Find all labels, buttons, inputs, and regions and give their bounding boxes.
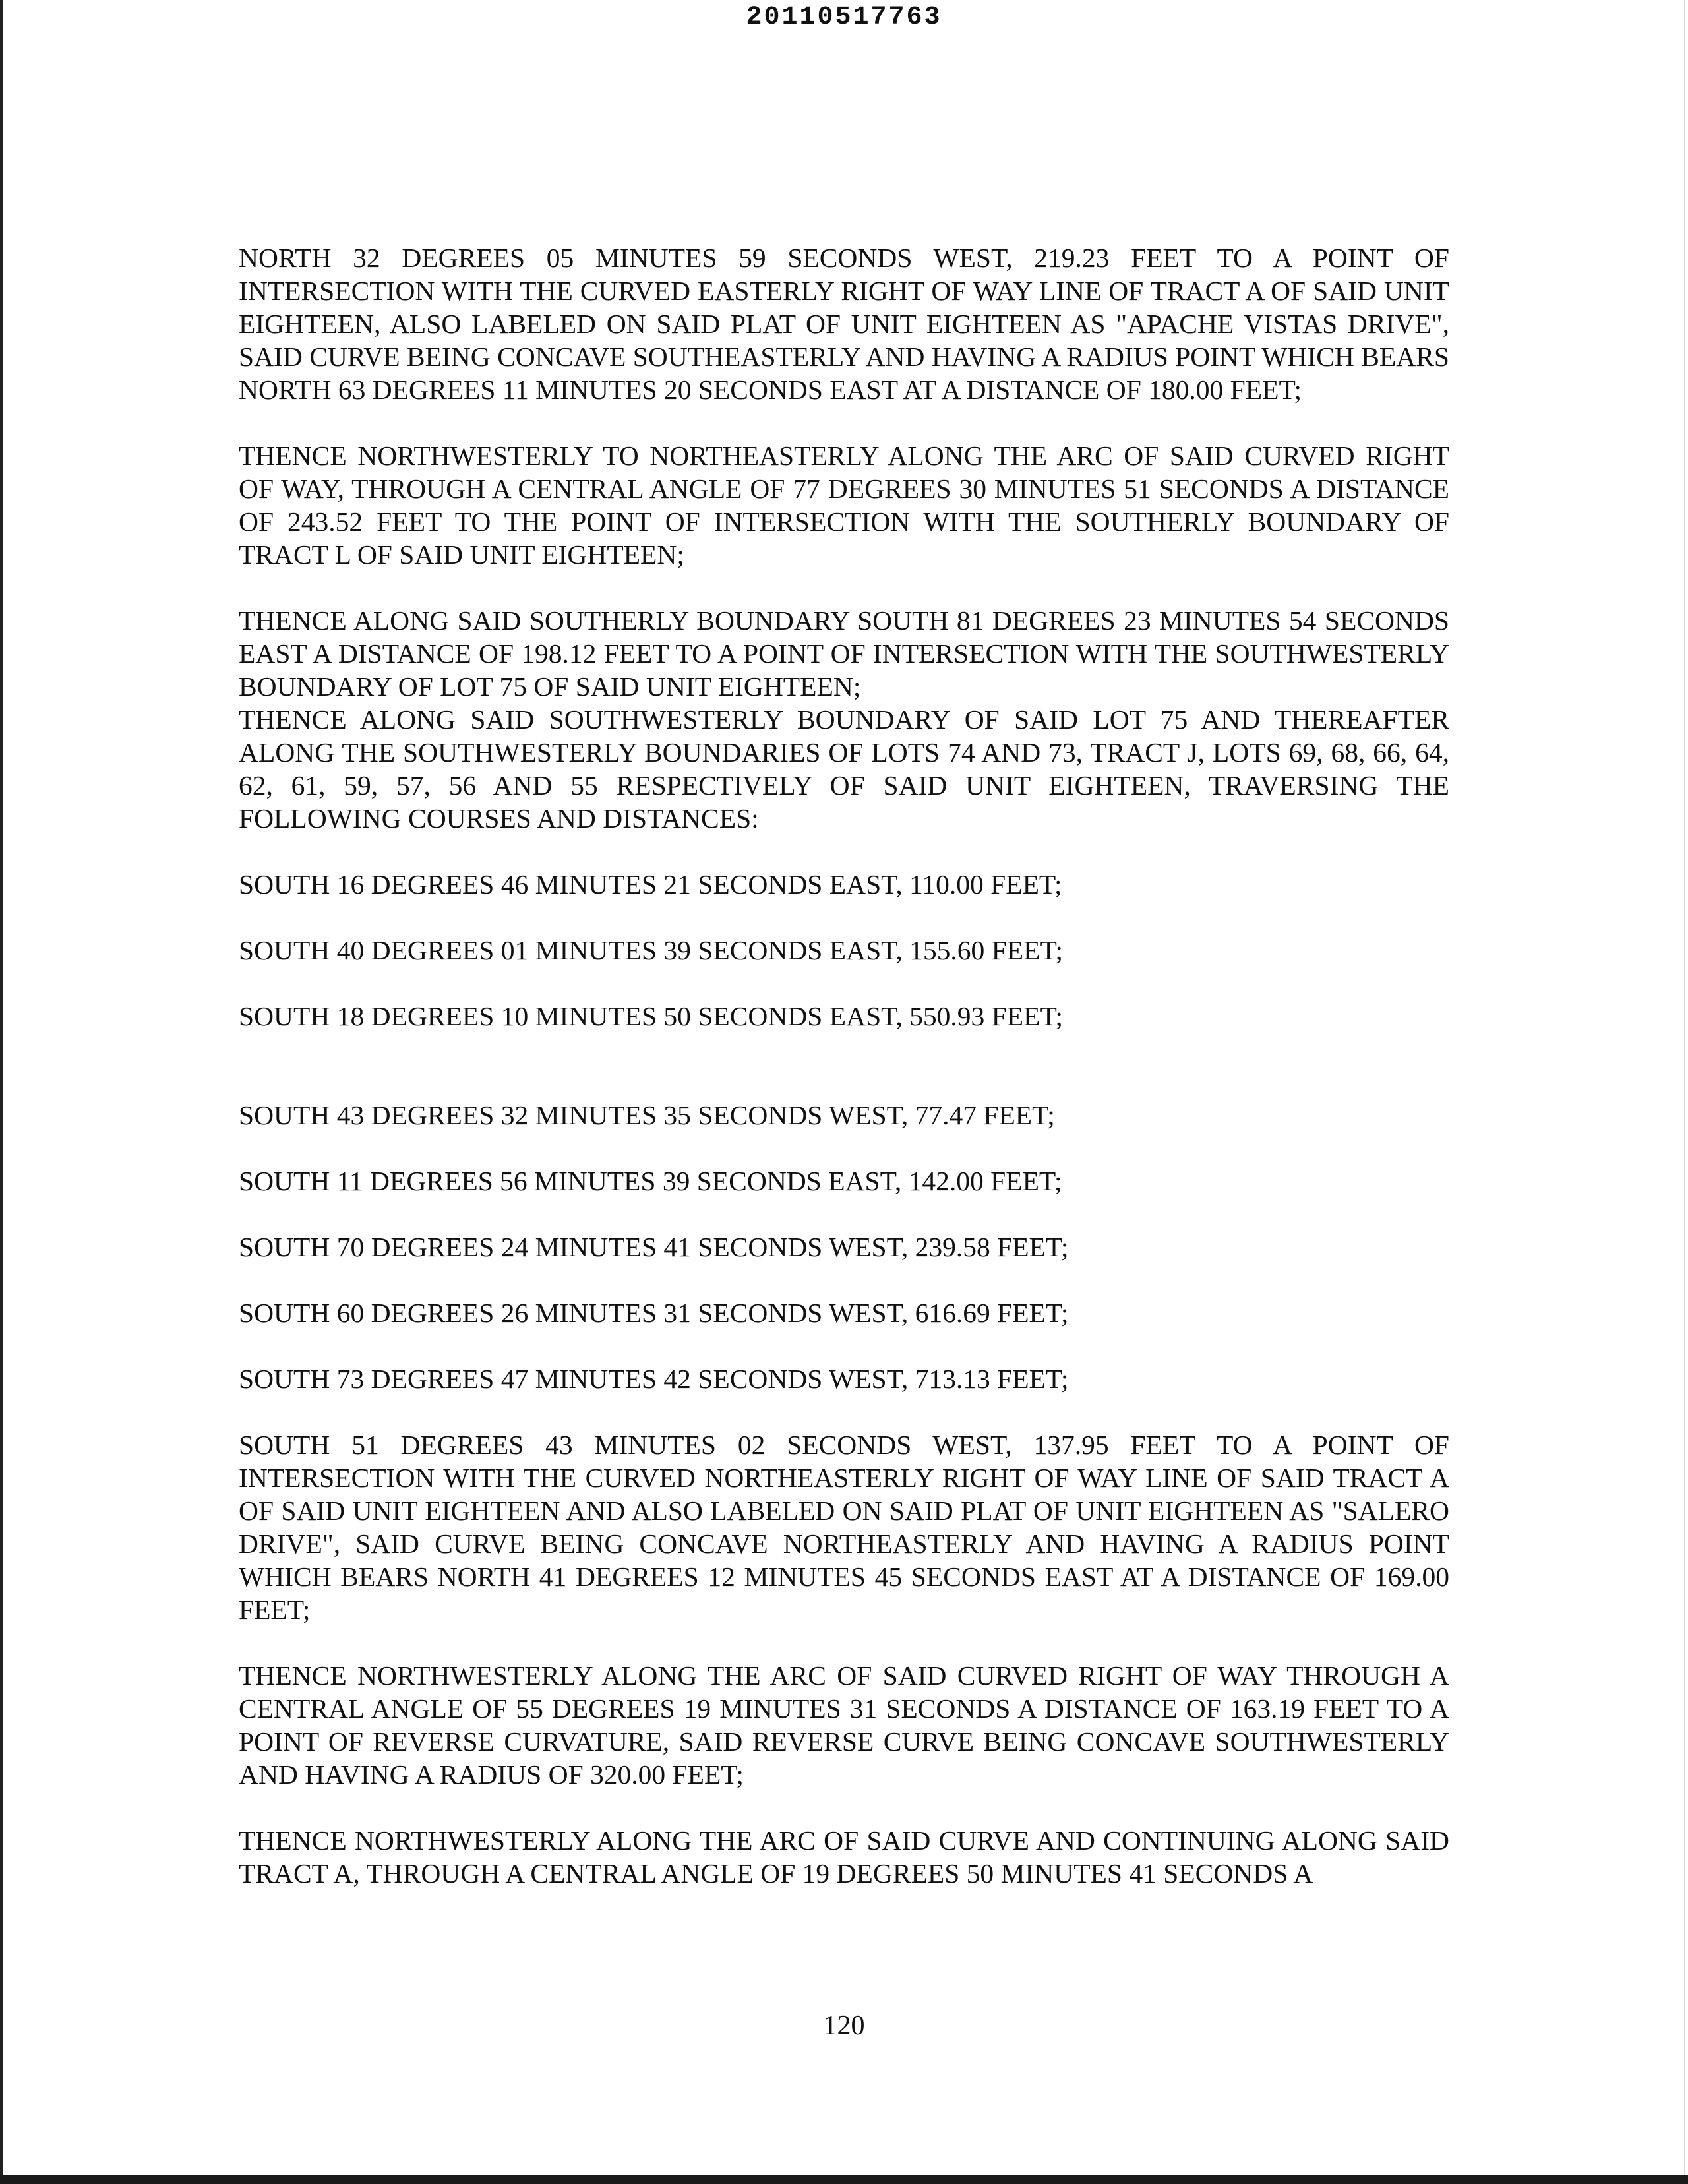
course-line: SOUTH 16 DEGREES 46 MINUTES 21 SECONDS EAST, 110.00 FEET; bbox=[239, 869, 1062, 899]
course-line: SOUTH 73 DEGREES 47 MINUTES 42 SECONDS WEST, 713.13 FEET; bbox=[239, 1364, 1069, 1394]
scan-left-edge bbox=[0, 0, 3, 2184]
course-line: SOUTH 60 DEGREES 26 MINUTES 31 SECONDS WEST, 616.69 FEET; bbox=[239, 1298, 1069, 1328]
paragraph-north-32: NORTH 32 DEGREES 05 MINUTES 59 SECONDS WEST, 219.23 FEET TO A POINT OF INTERSECTION WITH THE CURVED EASTERLY RIGHT OF WAY LINE OF TRACT A OF SAID UNIT EIGHTEEN, ALSO LABELED ON SAID PLAT OF UNIT EIGHTEEN AS "APACHE VISTAS DRIVE", SAID CURVE BEING CONCAVE SOUTHEASTERLY AND HAVING A RADIUS POINT WHICH BEARS NORTH 63 DEGREES 11 MINUTES 20 SECONDS EAST AT A DISTANCE OF 180.00 FEET; bbox=[239, 243, 1449, 405]
paragraph-south-51: SOUTH 51 DEGREES 43 MINUTES 02 SECONDS WEST, 137.95 FEET TO A POINT OF INTERSECTION WITH THE CURVED NORTHEASTERLY RIGHT OF WAY LINE OF SAID TRACT A OF SAID UNIT EIGHTEEN AND ALSO LABELED ON SAID PLAT OF UNIT EIGHTEEN AS "SALERO DRIVE", SAID CURVE BEING CONCAVE NORTHEASTERLY AND HAVING A RADIUS POINT WHICH BEARS NORTH 41 DEGREES 12 MINUTES 45 SECONDS EAST AT A DISTANCE OF 169.00 FEET; bbox=[239, 1430, 1449, 1625]
paragraph-thence-southerly-boundary: THENCE ALONG SAID SOUTHERLY BOUNDARY SOUTH 81 DEGREES 23 MINUTES 54 SECONDS EAST A DISTANCE OF 198.12 FEET TO A POINT OF INTERSECTION WITH THE SOUTHWESTERLY BOUNDARY OF LOT 75 OF SAID UNIT EIGHTEEN; bbox=[239, 605, 1449, 702]
course-line: SOUTH 40 DEGREES 01 MINUTES 39 SECONDS EAST, 155.60 FEET; bbox=[239, 935, 1064, 965]
document-number: 20110517763 bbox=[746, 3, 942, 32]
course-line: SOUTH 11 DEGREES 56 MINUTES 39 SECONDS EAST, 142.00 FEET; bbox=[239, 1166, 1062, 1196]
paragraph-thence-nw-continuing: THENCE NORTHWESTERLY ALONG THE ARC OF SAID CURVE AND CONTINUING ALONG SAID TRACT A, THROUGH A CENTRAL ANGLE OF 19 DEGREES 50 MINUTES 41 SECONDS A bbox=[239, 1825, 1449, 1889]
page-number: 120 bbox=[823, 2011, 865, 2041]
paragraph-thence-nw-arc: THENCE NORTHWESTERLY ALONG THE ARC OF SAID CURVED RIGHT OF WAY THROUGH A CENTRAL ANGLE OF 55 DEGREES 19 MINUTES 31 SECONDS A DISTANCE OF 163.19 FEET TO A POINT OF REVERSE CURVATURE, SAID REVERSE CURVE BEING CONCAVE SOUTHWESTERLY AND HAVING A RADIUS OF 320.00 FEET; bbox=[239, 1660, 1449, 1790]
scan-bottom-edge bbox=[0, 2175, 1688, 2184]
paragraph-thence-southwesterly-boundary: THENCE ALONG SAID SOUTHWESTERLY BOUNDARY OF SAID LOT 75 AND THEREAFTER ALONG THE SOUTHWESTERLY BOUNDARIES OF LOTS 74 AND 73, TRACT J, LOTS 69, 68, 66, 64, 62, 61, 59, 57, 56 AND 55 RESPECTIVELY OF SAID UNIT EIGHTEEN, TRAVERSING THE FOLLOWING COURSES AND DISTANCES: bbox=[239, 704, 1449, 834]
legal-description-body bbox=[239, 241, 1449, 1923]
course-line: SOUTH 18 DEGREES 10 MINUTES 50 SECONDS EAST, 550.93 FEET; bbox=[239, 1001, 1064, 1031]
scan-right-edge bbox=[1684, 0, 1685, 2184]
course-line: SOUTH 70 DEGREES 24 MINUTES 41 SECONDS WEST, 239.58 FEET; bbox=[239, 1232, 1069, 1262]
paragraph-thence-nw-to-ne: THENCE NORTHWESTERLY TO NORTHEASTERLY ALONG THE ARC OF SAID CURVED RIGHT OF WAY, THROUGH A CENTRAL ANGLE OF 77 DEGREES 30 MINUTES 51 SECONDS A DISTANCE OF 243.52 FEET TO THE POINT OF INTERSECTION WITH THE SOUTHERLY BOUNDARY OF TRACT L OF SAID UNIT EIGHTEEN; bbox=[239, 440, 1449, 570]
course-line: SOUTH 43 DEGREES 32 MINUTES 35 SECONDS WEST, 77.47 FEET; bbox=[239, 1100, 1055, 1130]
